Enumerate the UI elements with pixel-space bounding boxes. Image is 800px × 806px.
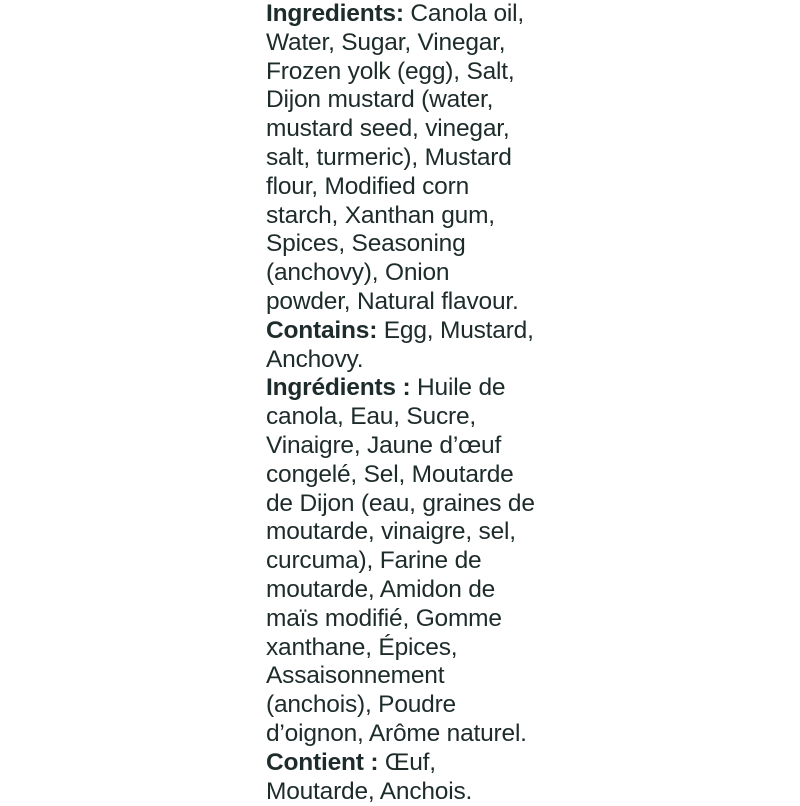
english-allergens — [266, 317, 786, 375]
french-allergens — [266, 749, 786, 806]
english-ingredients-line-10: (anchovy), Onion — [266, 259, 450, 287]
english-ingredients-line-5: mustard seed, vinegar, — [266, 115, 510, 143]
english-ingredients-line-9: Spices, Seasoning — [266, 230, 466, 258]
french-ingredients-line-8: moutarde, Amidon de — [266, 575, 496, 603]
french-ingredients-line-7: curcuma), Farine de — [266, 547, 482, 575]
english-ingredients-line-11: powder, Natural flavour. — [266, 287, 519, 315]
contains-heading-fr: Contient : — [266, 748, 379, 776]
french-ingredients-line-3: Vinaigre, Jaune d’œuf — [266, 431, 502, 459]
english-ingredients-line-7: flour, Modified corn — [266, 172, 469, 200]
english-contains-line-2: Anchovy. — [266, 345, 364, 373]
french-ingredients-line-11: Assaisonnement — [266, 662, 445, 690]
english-ingredients-line-6: salt, turmeric), Mustard — [266, 143, 512, 171]
ingredients-heading-fr: Ingrédients : — [266, 374, 411, 402]
french-contains-line-2: Moutarde, Anchois. — [266, 777, 473, 805]
contains-heading: Contains: — [266, 316, 378, 344]
french-ingredients-line-5: de Dijon (eau, graines de — [266, 489, 535, 517]
english-ingredients-line-8: starch, Xanthan gum, — [266, 201, 495, 229]
french-ingredients-line-4: congelé, Sel, Moutarde — [266, 460, 514, 488]
ingredients-heading: Ingredients: — [266, 0, 404, 27]
french-ingredients-line-13: d’oignon, Arôme naturel. — [266, 719, 527, 747]
english-ingredients-line-2: Water, Sugar, Vinegar, — [266, 28, 506, 56]
english-ingredients — [266, 0, 786, 317]
english-ingredients-line-4: Dijon mustard (water, — [266, 86, 494, 114]
french-ingredients-line-12: (anchois), Poudre — [266, 691, 456, 719]
french-ingredients-line-1: Ingrédients : Huile de — [266, 374, 506, 402]
french-ingredients-line-6: moutarde, vinaigre, sel, — [266, 518, 516, 546]
french-ingredients-line-2: canola, Eau, Sucre, — [266, 403, 477, 431]
ingredients-label-panel — [266, 0, 786, 806]
french-ingredients-line-9: maïs modifié, Gomme — [266, 604, 502, 632]
english-ingredients-line-1: Ingredients: Canola oil, — [266, 0, 524, 27]
french-ingredients — [266, 374, 786, 748]
english-contains-line-1: Contains: Egg, Mustard, — [266, 316, 534, 344]
french-contains-line-1: Contient : Œuf, — [266, 748, 436, 776]
english-ingredients-line-3: Frozen yolk (egg), Salt, — [266, 57, 515, 85]
french-ingredients-line-10: xanthane, Épices, — [266, 633, 458, 661]
